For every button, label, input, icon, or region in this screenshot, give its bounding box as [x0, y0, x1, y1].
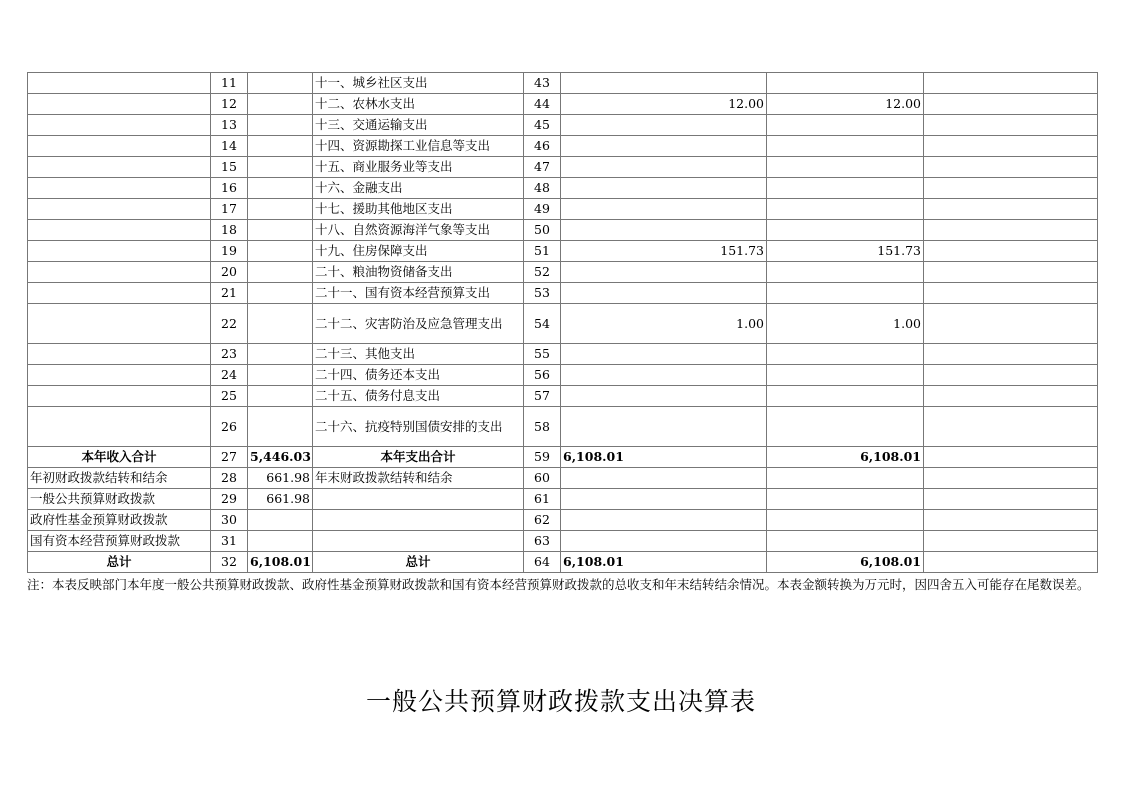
expense-row-number: 46	[524, 136, 561, 157]
income-label-cell	[28, 407, 211, 447]
expense-label-cell: 十三、交通运输支出	[313, 115, 524, 136]
expense-row-number: 48	[524, 178, 561, 199]
income-label-cell	[28, 283, 211, 304]
expense-row-number: 64	[524, 552, 561, 573]
table-footnote: 注：本表反映部门本年度一般公共预算财政拨款、政府性基金预算财政拨款和国有资本经营预算财政拨款的总收支和年末结转结余情况。本表金额转换为万元时，因四舍五入可能存在尾数误差。	[27, 577, 1090, 592]
income-amount-cell	[248, 365, 313, 386]
income-label-cell: 政府性基金预算财政拨款	[28, 510, 211, 531]
expense-total-cell	[561, 73, 767, 94]
expense-label-cell: 十五、商业服务业等支出	[313, 157, 524, 178]
table-row	[28, 220, 1098, 241]
income-label-cell	[28, 304, 211, 344]
table-row	[28, 115, 1098, 136]
project-expense-cell	[924, 386, 1098, 407]
expense-total-cell: 6,108.01	[561, 447, 767, 468]
expense-label-cell: 十九、住房保障支出	[313, 241, 524, 262]
income-row-number: 20	[211, 262, 248, 283]
table-row	[28, 531, 1098, 552]
project-expense-cell	[924, 344, 1098, 365]
table-body	[28, 73, 1098, 573]
income-amount-cell	[248, 220, 313, 241]
project-expense-cell	[924, 157, 1098, 178]
project-expense-cell	[924, 531, 1098, 552]
basic-expense-cell	[767, 489, 924, 510]
table-row	[28, 178, 1098, 199]
income-row-number: 18	[211, 220, 248, 241]
expense-row-number: 44	[524, 94, 561, 115]
expense-row-number: 58	[524, 407, 561, 447]
project-expense-cell	[924, 447, 1098, 468]
income-label-cell	[28, 220, 211, 241]
income-label-cell: 国有资本经营预算财政拨款	[28, 531, 211, 552]
project-expense-cell	[924, 304, 1098, 344]
table-row	[28, 365, 1098, 386]
income-amount-cell: 661.98	[248, 468, 313, 489]
project-expense-cell	[924, 178, 1098, 199]
basic-expense-cell	[767, 199, 924, 220]
basic-expense-cell: 151.73	[767, 241, 924, 262]
basic-expense-cell	[767, 73, 924, 94]
income-row-number: 27	[211, 447, 248, 468]
income-row-number: 29	[211, 489, 248, 510]
income-label-cell	[28, 136, 211, 157]
expense-row-number: 43	[524, 73, 561, 94]
expense-total-cell	[561, 510, 767, 531]
expense-total-cell	[561, 136, 767, 157]
expense-label-cell: 二十三、其他支出	[313, 344, 524, 365]
basic-expense-cell: 6,108.01	[767, 552, 924, 573]
expense-label-cell: 十一、城乡社区支出	[313, 73, 524, 94]
expense-label-cell	[313, 510, 524, 531]
expense-total-cell: 1.00	[561, 304, 767, 344]
income-amount-cell	[248, 157, 313, 178]
income-amount-cell	[248, 407, 313, 447]
expense-total-cell	[561, 489, 767, 510]
fiscal-appropriation-table	[27, 72, 1098, 573]
expense-label-cell: 总计	[313, 552, 524, 573]
expense-total-cell	[561, 407, 767, 447]
income-label-cell	[28, 178, 211, 199]
project-expense-cell	[924, 262, 1098, 283]
income-row-number: 26	[211, 407, 248, 447]
project-expense-cell	[924, 283, 1098, 304]
income-row-number: 28	[211, 468, 248, 489]
table-row	[28, 552, 1098, 573]
table-row	[28, 199, 1098, 220]
next-table-title: 一般公共预算财政拨款支出决算表	[365, 687, 756, 716]
expense-total-cell	[561, 157, 767, 178]
expense-total-cell	[561, 283, 767, 304]
expense-label-cell	[313, 489, 524, 510]
project-expense-cell	[924, 220, 1098, 241]
expense-row-number: 57	[524, 386, 561, 407]
table-row	[28, 510, 1098, 531]
basic-expense-cell	[767, 510, 924, 531]
expense-row-number: 63	[524, 531, 561, 552]
expense-label-cell	[313, 531, 524, 552]
expense-total-cell	[561, 344, 767, 365]
income-amount-cell: 661.98	[248, 489, 313, 510]
expense-total-cell: 151.73	[561, 241, 767, 262]
expense-label-cell: 十八、自然资源海洋气象等支出	[313, 220, 524, 241]
expense-row-number: 54	[524, 304, 561, 344]
expense-total-cell	[561, 220, 767, 241]
income-amount-cell: 6,108.01	[248, 552, 313, 573]
income-amount-cell	[248, 283, 313, 304]
project-expense-cell	[924, 407, 1098, 447]
income-amount-cell	[248, 510, 313, 531]
project-expense-cell	[924, 73, 1098, 94]
income-amount-cell: 5,446.03	[248, 447, 313, 468]
basic-expense-cell	[767, 115, 924, 136]
project-expense-cell	[924, 136, 1098, 157]
expense-label-cell: 本年支出合计	[313, 447, 524, 468]
basic-expense-cell	[767, 157, 924, 178]
expense-label-cell: 二十一、国有资本经营预算支出	[313, 283, 524, 304]
table-row	[28, 241, 1098, 262]
project-expense-cell	[924, 115, 1098, 136]
expense-row-number: 52	[524, 262, 561, 283]
expense-label-cell: 年末财政拨款结转和结余	[313, 468, 524, 489]
income-label-cell	[28, 365, 211, 386]
expense-label-cell: 十六、金融支出	[313, 178, 524, 199]
income-label-cell: 年初财政拨款结转和结余	[28, 468, 211, 489]
income-label-cell: 一般公共预算财政拨款	[28, 489, 211, 510]
project-expense-cell	[924, 94, 1098, 115]
income-amount-cell	[248, 178, 313, 199]
income-row-number: 14	[211, 136, 248, 157]
income-label-cell: 本年收入合计	[28, 447, 211, 468]
income-row-number: 30	[211, 510, 248, 531]
project-expense-cell	[924, 552, 1098, 573]
basic-expense-cell	[767, 531, 924, 552]
income-amount-cell	[248, 136, 313, 157]
income-row-number: 16	[211, 178, 248, 199]
table-row	[28, 94, 1098, 115]
table-row	[28, 344, 1098, 365]
basic-expense-cell	[767, 344, 924, 365]
income-row-number: 15	[211, 157, 248, 178]
income-amount-cell	[248, 531, 313, 552]
expense-total-cell: 12.00	[561, 94, 767, 115]
table-row	[28, 386, 1098, 407]
income-label-cell	[28, 157, 211, 178]
expense-row-number: 61	[524, 489, 561, 510]
expense-total-cell	[561, 386, 767, 407]
expense-total-cell	[561, 468, 767, 489]
project-expense-cell	[924, 199, 1098, 220]
table-row	[28, 157, 1098, 178]
income-label-cell: 总计	[28, 552, 211, 573]
income-row-number: 32	[211, 552, 248, 573]
income-row-number: 17	[211, 199, 248, 220]
expense-row-number: 45	[524, 115, 561, 136]
expense-label-cell: 二十、粮油物资储备支出	[313, 262, 524, 283]
income-label-cell	[28, 386, 211, 407]
expense-row-number: 59	[524, 447, 561, 468]
table-row	[28, 447, 1098, 468]
table-row	[28, 262, 1098, 283]
expense-label-cell: 二十四、债务还本支出	[313, 365, 524, 386]
project-expense-cell	[924, 510, 1098, 531]
table-row	[28, 283, 1098, 304]
income-amount-cell	[248, 344, 313, 365]
project-expense-cell	[924, 365, 1098, 386]
income-row-number: 25	[211, 386, 248, 407]
expense-row-number: 49	[524, 199, 561, 220]
project-expense-cell	[924, 468, 1098, 489]
income-row-number: 22	[211, 304, 248, 344]
income-amount-cell	[248, 304, 313, 344]
basic-expense-cell	[767, 220, 924, 241]
income-row-number: 12	[211, 94, 248, 115]
basic-expense-cell	[767, 365, 924, 386]
income-row-number: 11	[211, 73, 248, 94]
income-amount-cell	[248, 94, 313, 115]
income-label-cell	[28, 94, 211, 115]
expense-label-cell: 十七、援助其他地区支出	[313, 199, 524, 220]
basic-expense-cell: 12.00	[767, 94, 924, 115]
expense-row-number: 56	[524, 365, 561, 386]
project-expense-cell	[924, 241, 1098, 262]
income-label-cell	[28, 199, 211, 220]
expense-row-number: 50	[524, 220, 561, 241]
expense-total-cell	[561, 262, 767, 283]
expense-label-cell: 二十二、灾害防治及应急管理支出	[313, 304, 524, 344]
expense-label-cell: 二十六、抗疫特别国债安排的支出	[313, 407, 524, 447]
income-row-number: 24	[211, 365, 248, 386]
basic-expense-cell	[767, 283, 924, 304]
expense-row-number: 53	[524, 283, 561, 304]
expense-total-cell	[561, 531, 767, 552]
basic-expense-cell	[767, 136, 924, 157]
expense-total-cell	[561, 365, 767, 386]
expense-total-cell	[561, 115, 767, 136]
income-row-number: 31	[211, 531, 248, 552]
income-label-cell	[28, 344, 211, 365]
expense-total-cell: 6,108.01	[561, 552, 767, 573]
basic-expense-cell	[767, 178, 924, 199]
expense-label-cell: 十二、农林水支出	[313, 94, 524, 115]
expense-row-number: 51	[524, 241, 561, 262]
income-row-number: 23	[211, 344, 248, 365]
income-label-cell	[28, 73, 211, 94]
income-amount-cell	[248, 115, 313, 136]
table-row	[28, 73, 1098, 94]
income-row-number: 21	[211, 283, 248, 304]
expense-row-number: 47	[524, 157, 561, 178]
table-row	[28, 136, 1098, 157]
basic-expense-cell	[767, 468, 924, 489]
table-row	[28, 304, 1098, 344]
table-row	[28, 489, 1098, 510]
expense-total-cell	[561, 199, 767, 220]
income-row-number: 19	[211, 241, 248, 262]
income-amount-cell	[248, 262, 313, 283]
basic-expense-cell: 6,108.01	[767, 447, 924, 468]
income-label-cell	[28, 262, 211, 283]
expense-row-number: 55	[524, 344, 561, 365]
expense-total-cell	[561, 178, 767, 199]
basic-expense-cell	[767, 386, 924, 407]
income-row-number: 13	[211, 115, 248, 136]
expense-row-number: 62	[524, 510, 561, 531]
income-amount-cell	[248, 241, 313, 262]
income-amount-cell	[248, 73, 313, 94]
expense-label-cell: 十四、资源勘探工业信息等支出	[313, 136, 524, 157]
basic-expense-cell	[767, 262, 924, 283]
table-row	[28, 468, 1098, 489]
income-label-cell	[28, 115, 211, 136]
income-amount-cell	[248, 199, 313, 220]
expense-row-number: 60	[524, 468, 561, 489]
basic-expense-cell	[767, 407, 924, 447]
project-expense-cell	[924, 489, 1098, 510]
income-amount-cell	[248, 386, 313, 407]
income-label-cell	[28, 241, 211, 262]
table-row	[28, 407, 1098, 447]
expense-label-cell: 二十五、债务付息支出	[313, 386, 524, 407]
basic-expense-cell: 1.00	[767, 304, 924, 344]
